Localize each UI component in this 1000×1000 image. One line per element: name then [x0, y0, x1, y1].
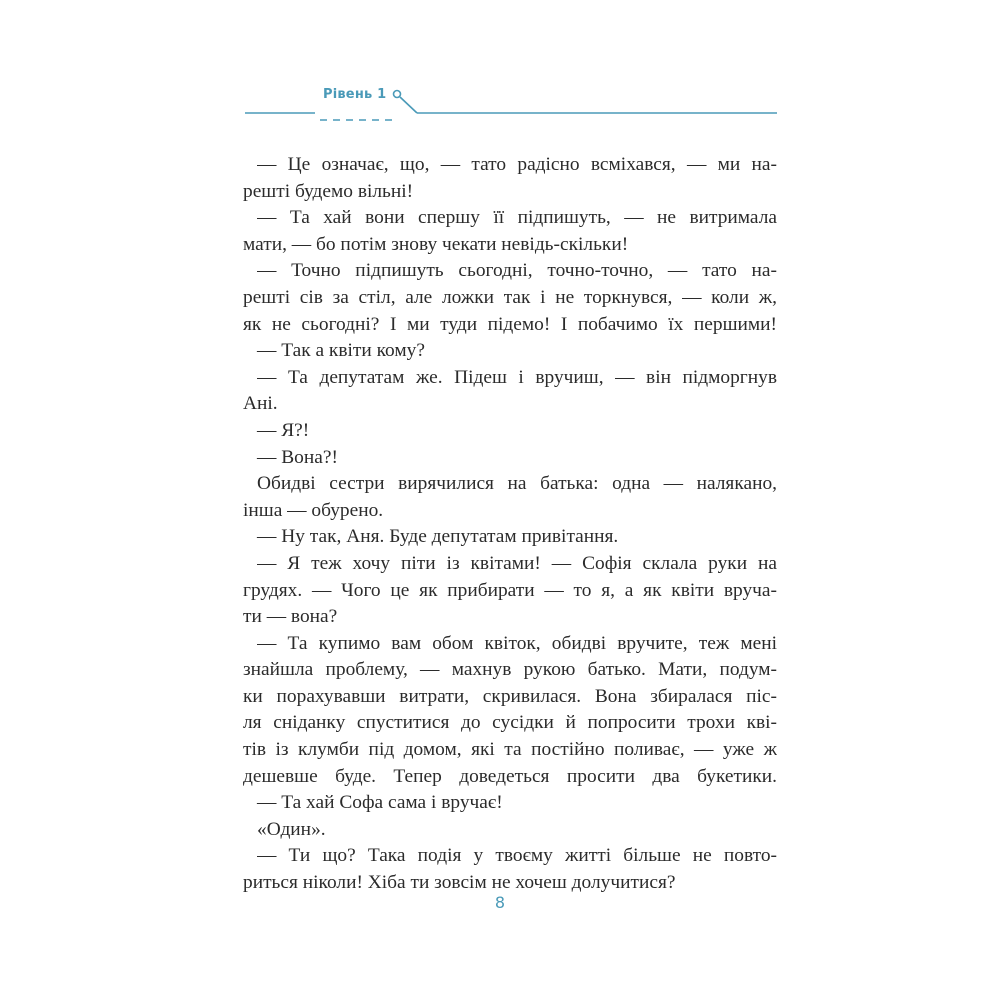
text-line: — Я?! [257, 419, 310, 441]
page-number: 8 [494, 893, 506, 912]
text-line: — Вона?! [257, 446, 338, 468]
text-line: тів із клумби під домом, які та постійно поливає, — уже ж [243, 739, 777, 761]
body-text [243, 152, 777, 897]
text-line: — Та хай Софа сама і вручає! [257, 792, 503, 814]
text-line: ти — вона? [243, 606, 338, 628]
text-line: — Я теж хочу піти із квітами! — Софія склала руки на [257, 552, 777, 574]
text-line: дешевше буде. Тепер доведеться просити два букетики. [243, 765, 777, 787]
text-line: — Так а квіти кому? [257, 340, 425, 362]
text-line: знайшла проблему, — махнув рукою батько. Мати, подум- [243, 659, 777, 681]
text-line: інша — обурено. [243, 499, 384, 521]
text-line: ля сніданку спуститися до сусідки й попросити трохи кві- [243, 712, 777, 734]
text-line: — Точно підпишуть сьогодні, точно-точно, — тато на- [257, 260, 777, 282]
text-line: решті сів за стіл, але ложки так і не торкнувся, — коли ж, [243, 286, 777, 308]
pin-icon [394, 91, 401, 98]
text-line: Обидві сестри вирячилися на батька: одна — налякано, [257, 473, 777, 495]
text-line: — Та хай вони спершу її підпишуть, — не витримала [257, 207, 777, 229]
text-line: решті будемо вільні! [243, 180, 414, 202]
level-label: Рівень 1 [323, 87, 387, 102]
text-line: як не сьогодні? І ми туди підемо! І побачимо їх першими! [243, 313, 777, 335]
text-line: Ані. [243, 393, 278, 415]
text-line: — Це означає, що, — тато радісно всміхався, — ми на- [257, 154, 777, 175]
text-line: ки порахувавши витрати, скривилася. Вона збиралася піс- [243, 685, 777, 707]
text-line: «Один». [257, 818, 326, 840]
text-line: мати, — бо потім знову чекати невідь-скільки! [243, 233, 629, 255]
text-line: — Та купимо вам обом квіток, обидві вручите, теж мені [257, 632, 777, 654]
text-line: — Ти що? Така подія у твоєму житті більше не повто- [257, 845, 777, 867]
text-line: — Та депутатам же. Підеш і вручиш, — він підморгнув [257, 366, 777, 388]
text-line: — Ну так, Аня. Буде депутатам привітання. [257, 526, 619, 548]
text-line: грудях. — Чого це як прибирати — то я, а як квіти вруча- [243, 579, 777, 601]
page-header [245, 82, 777, 126]
text-line: риться ніколи! Хіба ти зовсім не хочеш долучитися? [243, 872, 676, 894]
